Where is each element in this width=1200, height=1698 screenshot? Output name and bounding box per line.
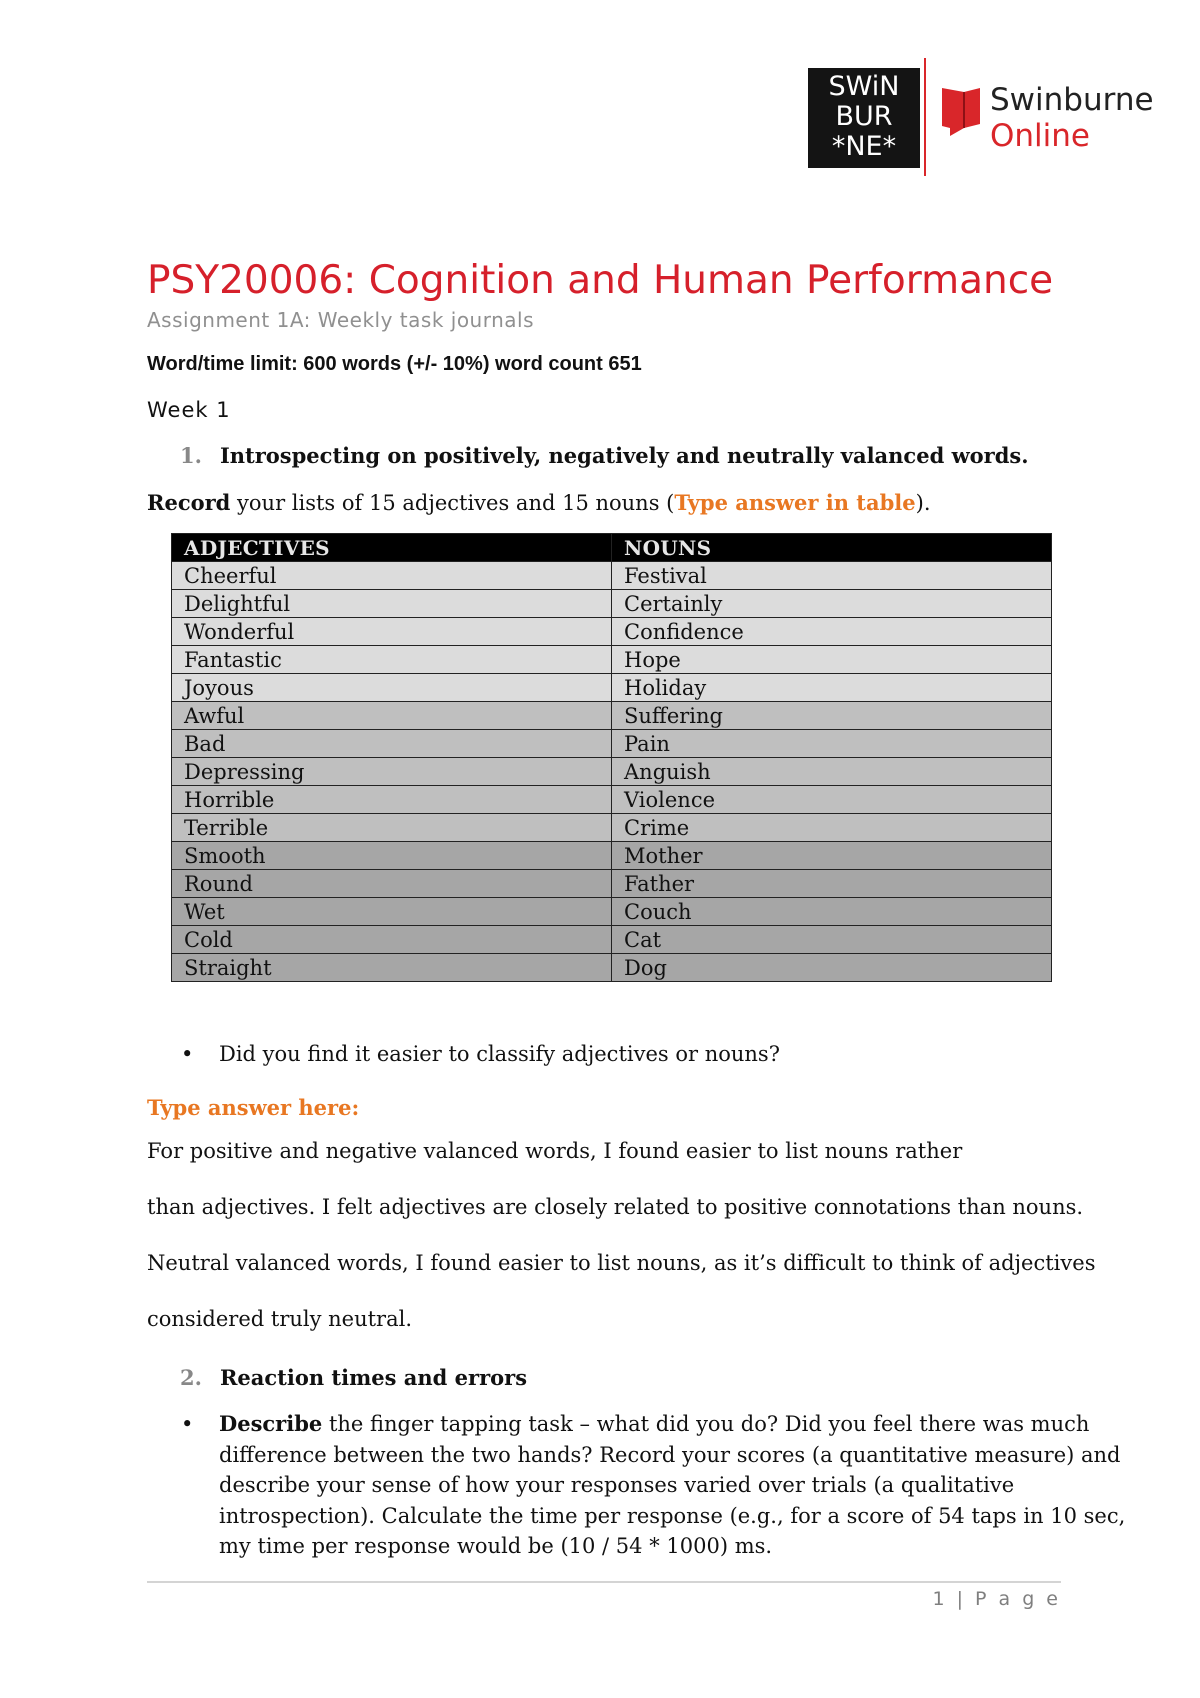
describe-instruction (219, 1409, 1125, 1562)
adjective-cell: Smooth (172, 842, 612, 870)
describe-bold: Describe (219, 1411, 323, 1436)
noun-cell: Violence (612, 786, 1052, 814)
week-heading: Week 1 (147, 398, 231, 422)
adjective-cell: Delightful (172, 590, 612, 618)
header-nouns: NOUNS (612, 534, 1052, 562)
table-row (172, 954, 1052, 982)
table-row (172, 646, 1052, 674)
bullet-question: Did you find it easier to classify adjectives or nouns? (219, 1042, 780, 1066)
adjective-cell: Cold (172, 926, 612, 954)
logo-line-1: SWiN (828, 71, 900, 102)
answer-label: Type answer here: (147, 1095, 360, 1120)
noun-cell: Mother (612, 842, 1052, 870)
noun-cell: Confidence (612, 618, 1052, 646)
question-1-heading (180, 443, 1029, 468)
bullet-dot: • (181, 1042, 194, 1066)
adjective-cell: Wet (172, 898, 612, 926)
table-row (172, 758, 1052, 786)
table-row (172, 702, 1052, 730)
adjective-cell: Cheerful (172, 562, 612, 590)
adjective-cell: Horrible (172, 786, 612, 814)
question-2-heading (180, 1365, 527, 1390)
answer-line: than adjectives. I felt adjectives are closely related to positive connotations than nouns. (147, 1195, 1084, 1219)
adjective-cell: Straight (172, 954, 612, 982)
record-orange: Type answer in table (674, 490, 916, 515)
page-number: 1 | P a g e (932, 1588, 1061, 1610)
swinburne-shield-logo (808, 68, 920, 168)
words-table (171, 533, 1052, 982)
logo-line-2: BUR (835, 101, 893, 132)
table-row (172, 590, 1052, 618)
noun-cell: Dog (612, 954, 1052, 982)
record-end: ). (915, 491, 931, 515)
table-row (172, 674, 1052, 702)
noun-cell: Crime (612, 814, 1052, 842)
adjective-cell: Round (172, 870, 612, 898)
table-row (172, 786, 1052, 814)
adjective-cell: Depressing (172, 758, 612, 786)
book-icon (936, 84, 986, 138)
record-bold: Record (147, 490, 231, 515)
table-row (172, 926, 1052, 954)
question-number: 2. (180, 1365, 202, 1390)
noun-cell: Father (612, 870, 1052, 898)
record-text: your lists of 15 adjectives and 15 nouns ( (230, 491, 675, 515)
adjective-cell: Terrible (172, 814, 612, 842)
bullet-dot: • (181, 1412, 194, 1436)
answer-line: considered truly neutral. (147, 1307, 413, 1331)
wordmark-online: Online (990, 118, 1090, 154)
table-header-row (172, 534, 1052, 562)
question-text: Reaction times and errors (219, 1365, 528, 1390)
table-row (172, 814, 1052, 842)
page-subtitle: Assignment 1A: Weekly task journals (147, 308, 535, 332)
question-text: Introspecting on positively, negatively and neutrally valanced words. (219, 443, 1029, 468)
adjective-cell: Fantastic (172, 646, 612, 674)
record-instruction (147, 490, 931, 515)
answer-line: Neutral valanced words, I found easier to list nouns, as it’s difficult to think of adjectives (147, 1251, 1096, 1275)
describe-line: difference between the two hands? Record your scores (a quantitative measure) and (219, 1442, 1121, 1467)
page-title: PSY20006: Cognition and Human Performance (147, 258, 1054, 303)
online-wordmark (990, 82, 1154, 154)
noun-cell: Hope (612, 646, 1052, 674)
noun-cell: Couch (612, 898, 1052, 926)
table-row (172, 562, 1052, 590)
describe-line: describe your sense of how your responses varied over trials (a qualitative (219, 1473, 1015, 1497)
logo-line-3: *NE* (831, 131, 897, 162)
noun-cell: Cat (612, 926, 1052, 954)
table-row (172, 730, 1052, 758)
swinburne-online-logo (808, 58, 1168, 176)
noun-cell: Anguish (612, 758, 1052, 786)
table-row (172, 898, 1052, 926)
adjective-cell: Wonderful (172, 618, 612, 646)
noun-cell: Suffering (612, 702, 1052, 730)
table-row (172, 618, 1052, 646)
noun-cell: Holiday (612, 674, 1052, 702)
table-row (172, 842, 1052, 870)
noun-cell: Pain (612, 730, 1052, 758)
answer-line: For positive and negative valanced words, I found easier to list nouns rather (147, 1139, 963, 1163)
header-adjectives: ADJECTIVES (172, 534, 612, 562)
describe-line: the finger tapping task – what did you do? Did you feel there was much (322, 1412, 1090, 1436)
logo-divider (924, 58, 926, 176)
question-number: 1. (180, 443, 202, 468)
noun-cell: Festival (612, 562, 1052, 590)
describe-line: introspection). Calculate the time per response (e.g., for a score of 54 taps in 10 sec, (219, 1503, 1126, 1528)
adjective-cell: Bad (172, 730, 612, 758)
wordmark-swinburne: Swinburne (990, 82, 1154, 118)
noun-cell: Certainly (612, 590, 1052, 618)
adjective-cell: Joyous (172, 674, 612, 702)
word-limit: Word/time limit: 600 words (+/- 10%) word count 651 (147, 353, 642, 375)
footer-divider (147, 1581, 1061, 1583)
table-row (172, 870, 1052, 898)
describe-line: my time per response would be (10 / 54 * 1000) ms. (219, 1534, 773, 1558)
adjective-cell: Awful (172, 702, 612, 730)
